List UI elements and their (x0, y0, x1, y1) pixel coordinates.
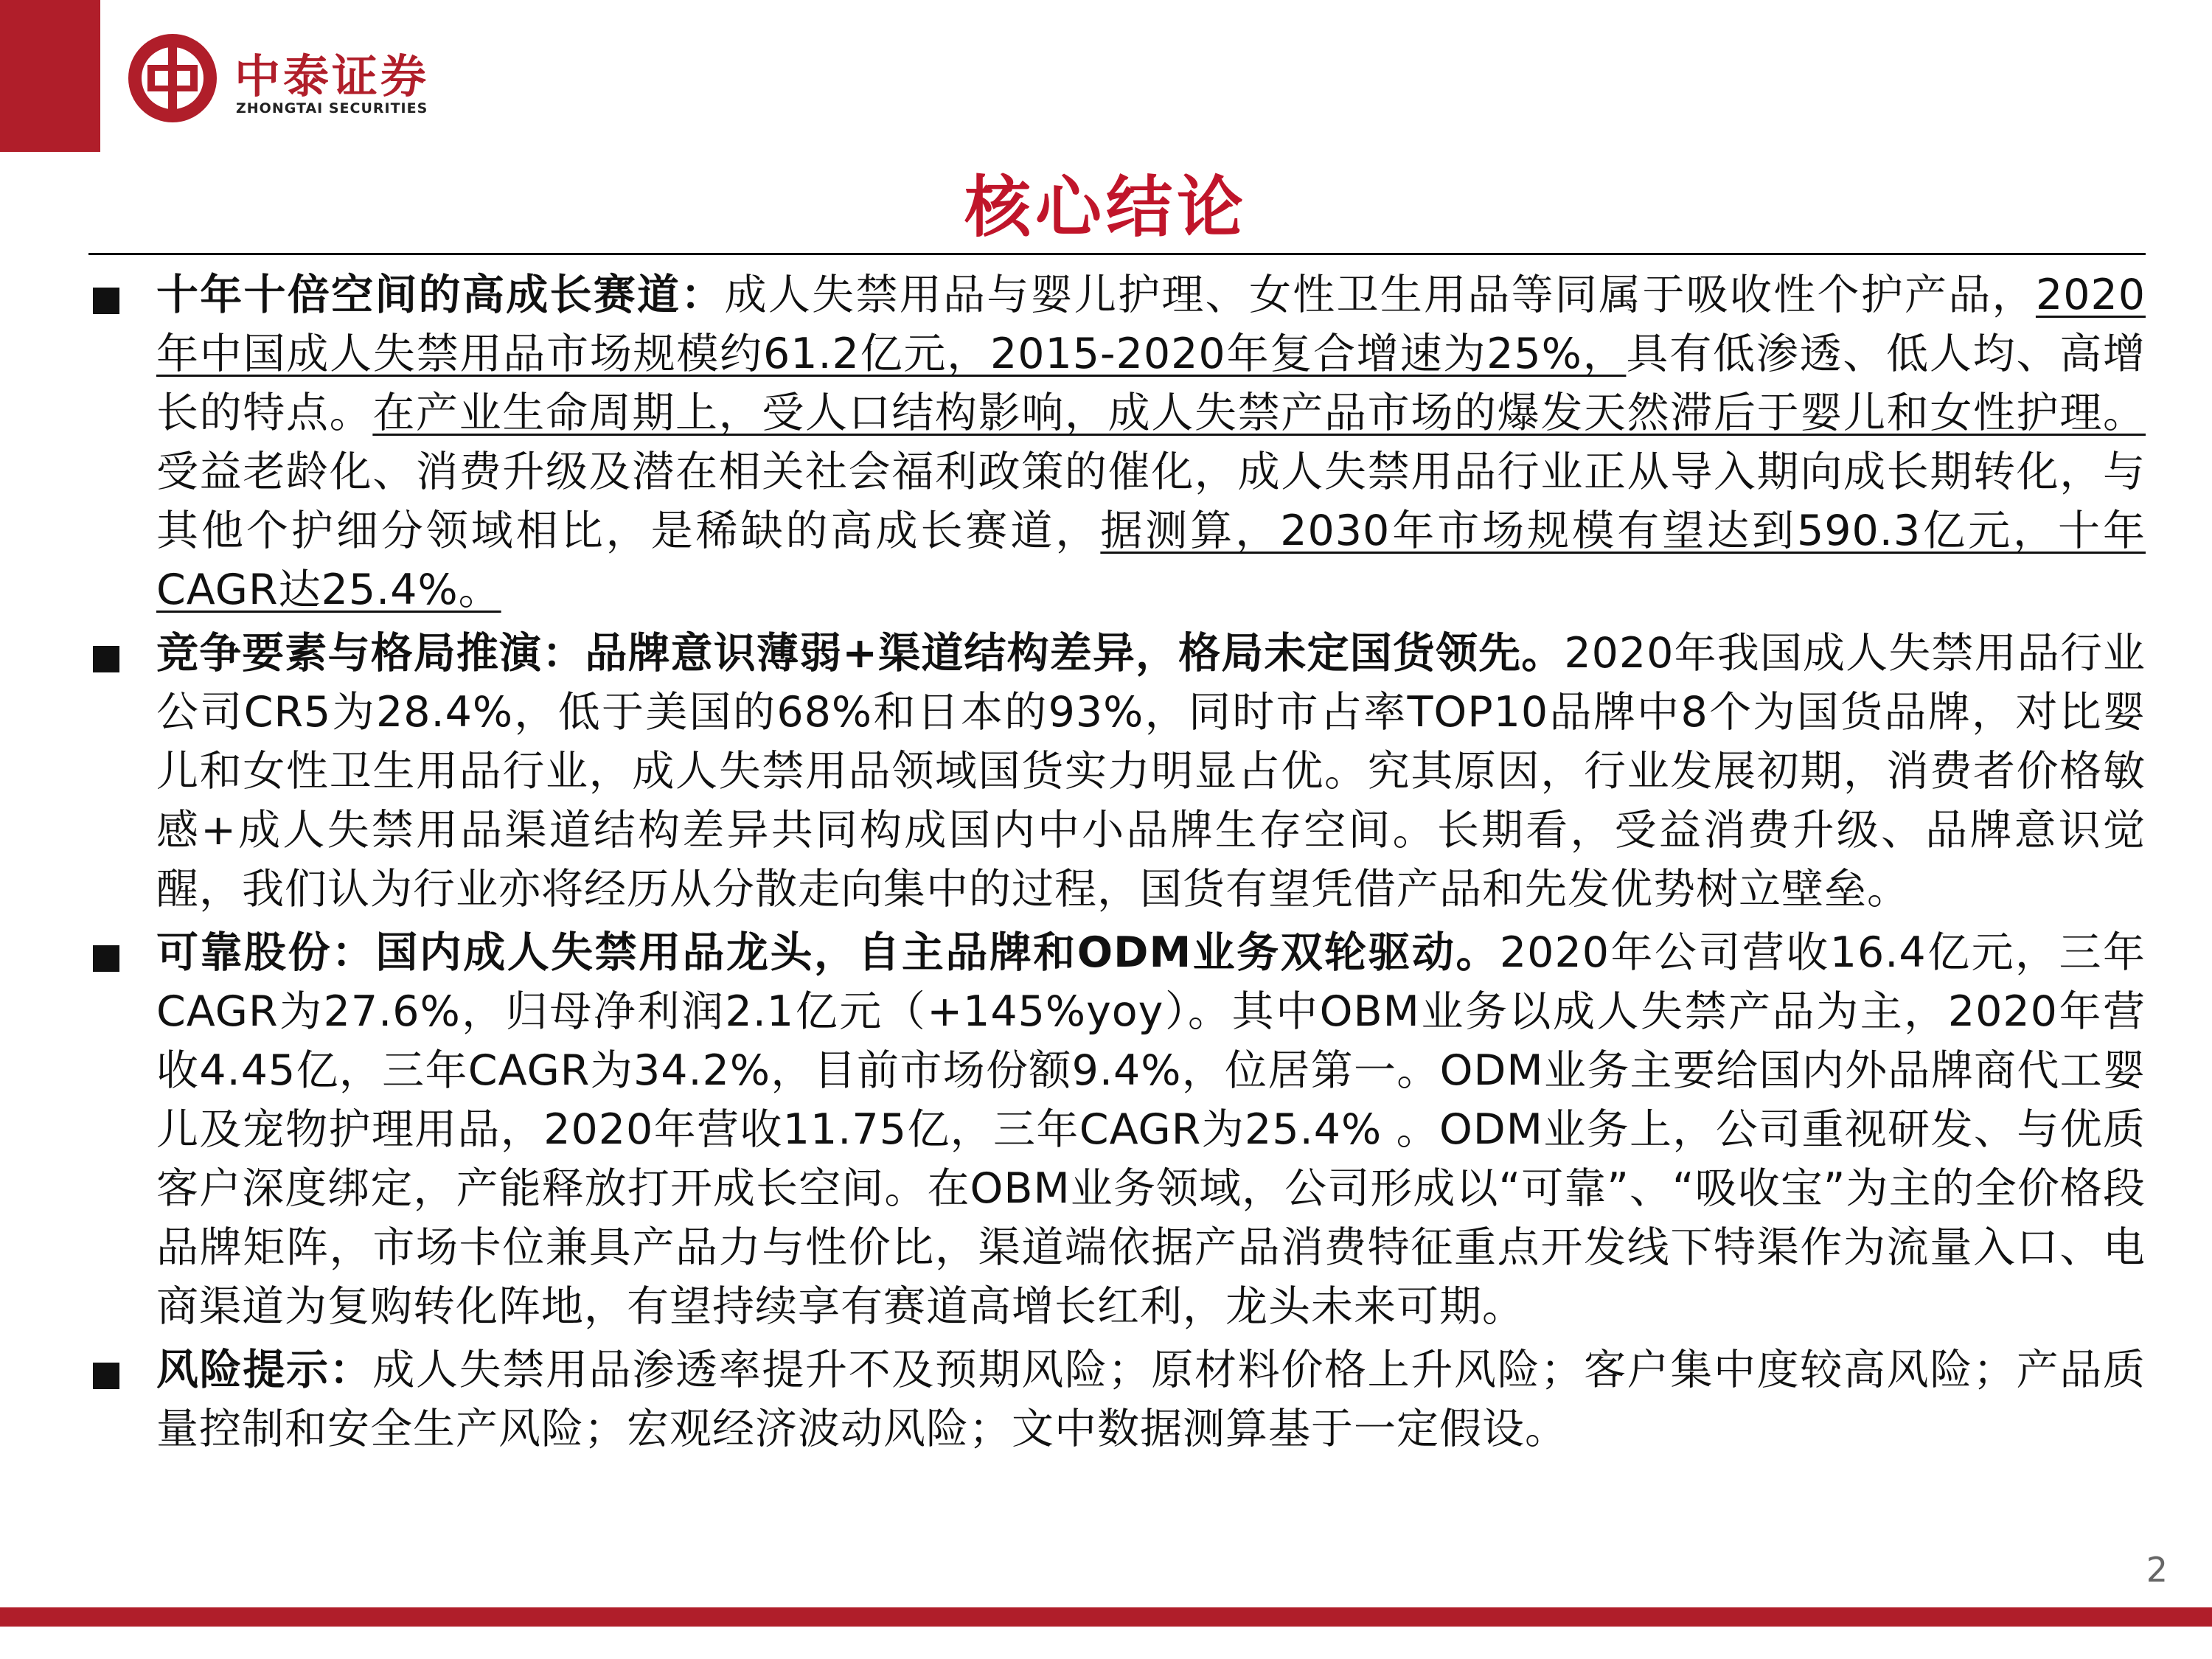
lead-heading: 十年十倍空间的高成长赛道： (156, 271, 725, 319)
list-item-growth-track (88, 265, 2146, 619)
conclusion-list (88, 265, 2146, 1463)
header-accent-bar (0, 0, 100, 152)
square-bullet-icon (93, 288, 119, 314)
square-bullet-icon (93, 646, 119, 672)
lead-heading: 风险提示： (156, 1346, 373, 1394)
lead-heading: 可靠股份：国内成人失禁用品龙头，自主品牌和ODM业务双轮驱动。 (156, 928, 1500, 977)
footer-accent-bar (0, 1607, 2212, 1627)
page-number: 2 (2146, 1550, 2168, 1590)
list-item-risk (88, 1340, 2146, 1458)
lead-heading: 竞争要素与格局推演：品牌意识薄弱+渠道结构差异，格局未定国货领先。 (156, 629, 1565, 678)
paragraph-competition (156, 624, 2146, 919)
paragraph-text: 成人失禁用品渗透率提升不及预期风险；原材料价格上升风险；客户集中度较高风险；产品质量控制和安全生产风险；宏观经济波动风险；文中数据测算基于一定假设。 (156, 1346, 2146, 1453)
logo-name-en: ZHONGTAI SECURITIES (236, 100, 428, 116)
list-item-competition (88, 624, 2146, 919)
title-divider (88, 253, 2146, 255)
paragraph-risk (156, 1340, 2146, 1458)
paragraph-text: 2020年我国成人失禁用品行业公司CR5为28.4%，低于美国的68%和日本的93%，同时市占率TOP10品牌中8个为国货品牌，对比婴儿和女性卫生用品行业，成人失禁用品领域国货实力明显占优。究其原因，行业发展初期，消费者价格敏感+成人失禁用品渠道结构差异共同构成国内中小品牌生存空间。长期看，受益消费升级、品牌意识觉醒，我们认为行业亦将经历从分散走向集中的过程，国货有望凭借产品和先发优势树立壁垒。 (156, 629, 2146, 914)
paragraph-growth-track (156, 265, 2146, 619)
paragraph-text: 具有低渗透、低人均、高增长的特点。 (156, 330, 2146, 437)
square-bullet-icon (93, 1363, 119, 1389)
underlined-text: 2020年中国成人失禁用品市场规模约61.2亿元，2015-2020年复合增速为25%， (156, 271, 2146, 378)
company-logo (125, 27, 479, 130)
paragraph-text: 受益老龄化、消费升级及潜在相关社会福利政策的催化，成人失禁用品行业正从导入期向成长期转化，与其他个护细分领域相比，是稀缺的高成长赛道， (156, 448, 2146, 555)
list-item-company (88, 923, 2146, 1336)
underlined-text: 在产业生命周期上，受人口结构影响，成人失禁产品市场的爆发天然滞后于婴儿和女性护理。 (372, 389, 2146, 437)
paragraph-text: 成人失禁用品与婴儿护理、女性卫生用品等同属于吸收性个护产品， (724, 271, 2036, 319)
zhongtai-logo-icon (125, 31, 220, 125)
square-bullet-icon (93, 945, 119, 972)
underlined-text: 据测算，2030年市场规模有望达到590.3亿元，十年CAGR达25.4%。 (156, 507, 2146, 614)
page-title: 核心结论 (964, 168, 1248, 246)
paragraph-text: 2020年公司营收16.4亿元，三年CAGR为27.6%，归母净利润2.1亿元（+145%yoy）。其中OBM业务以成人失禁产品为主，2020年营收4.45亿，三年CAGR为34.2%，目前市场份额9.4%，位居第一。ODM业务主要给国内外品牌商代工婴儿及宠物护理用品，2020年营收11.75亿，三年CAGR为25.4% 。ODM业务上，公司重视研发、与优质客户深度绑定，产能释放打开成长空间。在OBM业务领域，公司形成以“可靠”、“吸收宝”为主的全价格段品牌矩阵，市场卡位兼具产品力与性价比，渠道端依据产品消费特征重点开发线下特渠作为流量入口、电商渠道为复购转化阵地，有望持续享有赛道高增长红利，龙头未来可期。 (156, 928, 2146, 1331)
logo-name-cn: 中泰证券 (234, 49, 430, 103)
paragraph-company (156, 923, 2146, 1336)
